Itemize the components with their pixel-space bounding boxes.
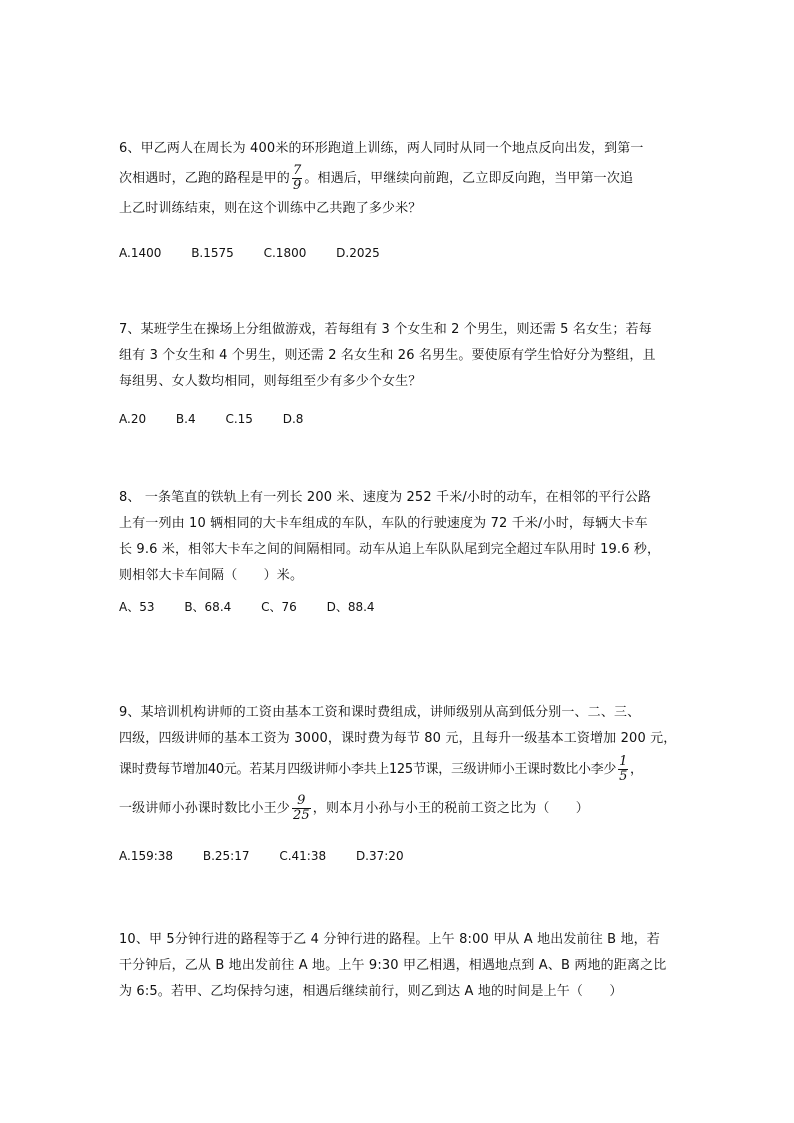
q8-line-3: 长 9.6 米，相邻大卡车之间的间隔相同。动车从追上车队队尾到完全超过车队用时 19.6 秒， bbox=[119, 542, 661, 557]
q7-line-2: 组有 3 个女生和 4 个男生，则还需 2 名女生和 26 名男生。要使原有学生恰好分为整组，且 bbox=[119, 348, 656, 363]
q9-option-b[interactable]: B.25:17 bbox=[202, 849, 250, 863]
q8-option-d[interactable]: D、88.4 bbox=[326, 600, 375, 614]
q6-option-b[interactable]: B.1575 bbox=[191, 246, 234, 260]
q8-line-1: 8、 一条笔直的铁轨上有一列长 200 米、速度为 252 千米/小时的动车，在相邻的平行公路 bbox=[119, 490, 651, 505]
fraction-numerator: 7 bbox=[292, 163, 302, 178]
q9-option-c[interactable]: C.41:38 bbox=[279, 849, 327, 863]
fraction-numerator: 9 bbox=[297, 793, 306, 808]
q9-option-a[interactable]: A.159:38 bbox=[119, 849, 174, 863]
q7-line-1: 7、某班学生在操场上分组做游戏，若每组有 3 个女生和 2 个男生，则还需 5 名女生；若每 bbox=[119, 322, 652, 337]
q9-line-4-rest: ，则本月小孙与小王的税前工资之比为（ ） bbox=[312, 801, 589, 816]
q9-line-3-text: 课时费每节增加40元。若某月四级讲师小李共上125节课，三级讲师小王课时数比小李少 bbox=[119, 762, 617, 777]
q8-option-c[interactable]: C、76 bbox=[261, 600, 297, 614]
fraction-9-25 bbox=[292, 794, 311, 823]
q9-line-3 bbox=[119, 752, 679, 788]
q7-options bbox=[119, 411, 329, 427]
question-9 bbox=[119, 700, 679, 830]
q9-options bbox=[119, 848, 430, 864]
q7-option-a[interactable]: A.20 bbox=[119, 412, 147, 426]
q10-line-1: 10、甲 5分钟行进的路程等于乙 4 分钟行进的路程。上午 8:00 甲从 A 地出发前往 B 地，若 bbox=[119, 932, 660, 947]
q6-options bbox=[119, 245, 406, 261]
q6-line-1: 6、甲乙两人在周长为 400米的环形跑道上训练，两人同时从同一个地点反向出发，到第一 bbox=[119, 141, 644, 156]
question-10 bbox=[119, 927, 679, 1005]
q8-option-b[interactable]: B、68.4 bbox=[184, 600, 232, 614]
fraction-7-9 bbox=[292, 164, 302, 193]
q9-line-1: 9、某培训机构讲师的工资由基本工资和课时费组成，讲师级别从高到低分别一、二、三、 bbox=[119, 705, 641, 720]
q9-line-2: 四级，四级讲师的基本工资为 3000，课时费为每节 80 元，且每升一级基本工资增加 200 元， bbox=[119, 731, 677, 746]
q8-line-2: 上有一列由 10 辆相同的大卡车组成的车队，车队的行驶速度为 72 千米/小时，每辆大卡车 bbox=[119, 516, 648, 531]
question-6 bbox=[119, 136, 679, 222]
q9-line-3-rest: ， bbox=[630, 762, 643, 777]
q10-line-2: 干分钟后，乙从 B 地出发前往 A 地。上午 9:30 甲乙相遇，相遇地点到 A、B 两地的距离之比 bbox=[119, 958, 667, 973]
fraction-numerator: 1 bbox=[619, 754, 628, 769]
fraction-1-5 bbox=[618, 755, 628, 784]
q6-line-2-rest: 。相遇后，甲继续向前跑，乙立即反向跑，当甲第一次追 bbox=[304, 171, 634, 186]
q9-line-4-text: 一级讲师小孙课时数比小王少 bbox=[119, 801, 290, 816]
q9-line-4 bbox=[119, 788, 679, 830]
question-8 bbox=[119, 485, 679, 589]
question-7 bbox=[119, 317, 679, 395]
q6-line-3: 上乙时训练结束，则在这个训练中乙共跑了多少米？ bbox=[119, 201, 422, 216]
q8-options bbox=[119, 599, 401, 615]
q6-line-2-text: 次相遇时，乙跑的路程是甲的 bbox=[119, 171, 290, 186]
q7-option-b[interactable]: B.4 bbox=[175, 412, 196, 426]
q8-line-4: 则相邻大卡车间隔（ ）米。 bbox=[119, 568, 304, 583]
q8-option-a[interactable]: A、53 bbox=[119, 600, 155, 614]
fraction-denominator: 25 bbox=[292, 808, 310, 823]
q6-line-2 bbox=[119, 162, 679, 196]
q10-line-3: 为 6:5。若甲、乙均保持匀速，相遇后继续前行，则乙到达 A 地的时间是上午（ ） bbox=[119, 984, 623, 999]
q6-option-c[interactable]: C.1800 bbox=[263, 246, 307, 260]
q6-option-a[interactable]: A.1400 bbox=[119, 246, 162, 260]
q7-line-3: 每组男、女人数均相同，则每组至少有多少个女生？ bbox=[119, 374, 422, 389]
fraction-denominator: 5 bbox=[619, 769, 628, 784]
q6-option-d[interactable]: D.2025 bbox=[336, 246, 380, 260]
q7-option-c[interactable]: C.15 bbox=[225, 412, 253, 426]
q7-option-d[interactable]: D.8 bbox=[282, 412, 304, 426]
q9-option-d[interactable]: D.37:20 bbox=[355, 849, 404, 863]
fraction-denominator: 9 bbox=[292, 178, 302, 193]
